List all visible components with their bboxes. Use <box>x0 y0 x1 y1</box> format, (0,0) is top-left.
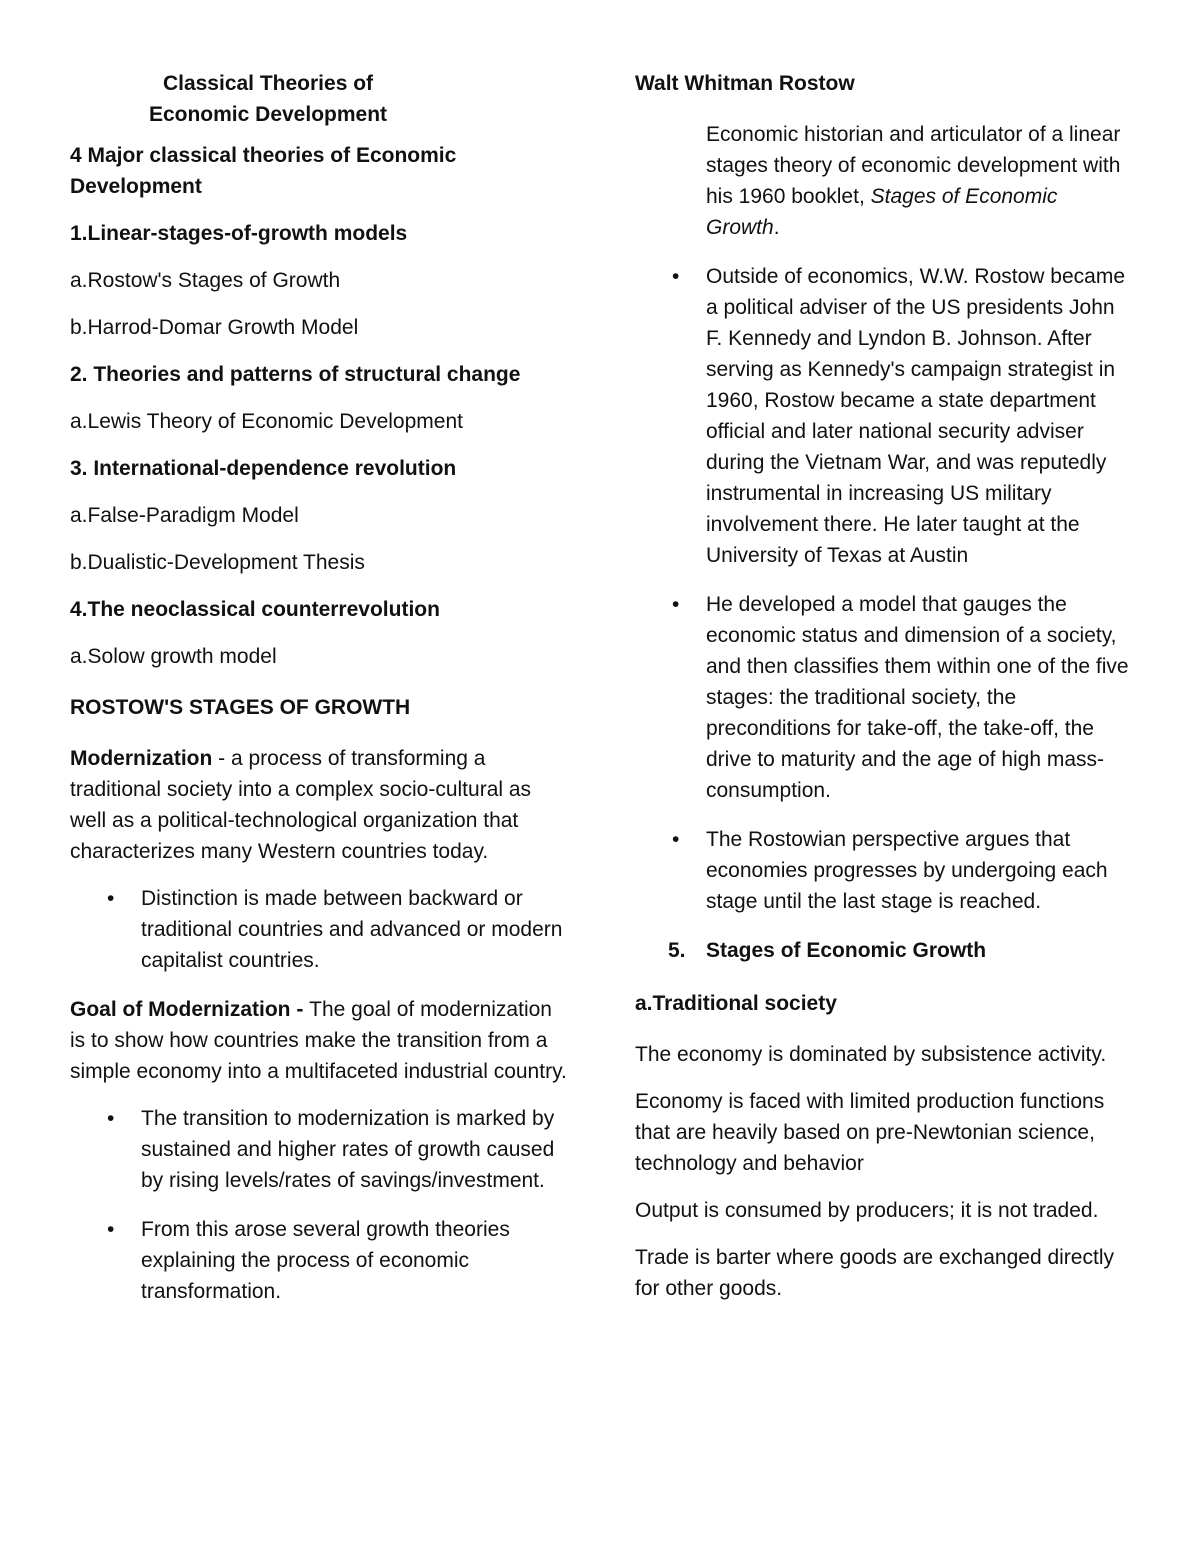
bullet-icon: • <box>672 265 680 288</box>
section-2-item-a: a.Lewis Theory of Economic Development <box>70 410 463 433</box>
section-1-item-a: a.Rostow's Stages of Growth <box>70 269 341 292</box>
bullet-text: Outside of economics, W.W. Rostow became a political adviser of the US presidents John F. Kennedy and Lyndon B. Johnson. After serving as Kennedy's campaign strategist in 1960, Rostow became a state department official and later national security adviser during the Vietnam War, and was reputedly instrumental in increasing US military involvement there. He later taught at the University of Texas at Austin <box>706 265 1125 567</box>
modernization-definition: - a process of transforming a traditional society into a complex socio-cultural as well as a political-technological organization that characterizes many Western countries today. <box>70 747 532 863</box>
section-3-item-b: b.Dualistic-Development Thesis <box>70 551 365 574</box>
list-item <box>70 1103 570 1196</box>
rostow-intro-paragraph <box>635 119 1135 243</box>
modernization-paragraph <box>70 743 570 867</box>
list-item <box>635 261 1135 571</box>
list-item <box>635 824 1135 917</box>
book-title: Stages of Economic Growth <box>706 185 1058 239</box>
list-item <box>635 589 1135 806</box>
list-item <box>70 883 570 976</box>
traditional-paragraph-4: Trade is barter where goods are exchanged directly for other goods. <box>635 1246 1114 1300</box>
stages-heading <box>635 935 1135 966</box>
intro-heading: 4 Major classical theories of Economic Development <box>70 144 457 198</box>
goal-term: Goal of Modernization - <box>70 998 310 1021</box>
title-line-1: Classical Theories of <box>162 72 374 95</box>
stages-heading-text: Stages of Economic Growth <box>706 939 987 962</box>
section-4-item-a: a.Solow growth model <box>70 645 277 668</box>
bullet-text: He developed a model that gauges the economic status and dimension of a society, and then classifies them within one of the five stages: the traditional society, the preconditions for take-off, the take-off, the drive to maturity and the age of high mass- consumption. <box>706 593 1129 802</box>
list-item <box>70 1214 570 1307</box>
goal-bullet-list <box>70 1103 570 1307</box>
left-column <box>70 68 570 1325</box>
right-column <box>635 68 1135 1320</box>
section-3-item-a: a.False-Paradigm Model <box>70 504 299 527</box>
section-3-heading: 3. International-dependence revolution <box>70 457 457 480</box>
document-title <box>70 68 466 130</box>
traditional-paragraph-3: Output is consumed by producers; it is not traded. <box>635 1199 1099 1222</box>
intro-text: Economic historian and articulator of a linear stages theory of economic development with his 1960 booklet, <box>706 123 1121 208</box>
section-2-heading: 2. Theories and patterns of structural change <box>70 363 521 386</box>
rostow-bio-heading: Walt Whitman Rostow <box>635 72 855 95</box>
intro-end: . <box>773 216 780 239</box>
section-4-heading: 4.The neoclassical counterrevolution <box>70 598 440 621</box>
bullet-icon: • <box>672 593 680 616</box>
title-line-2: Economic Development <box>148 103 388 126</box>
rostow-bullet-list <box>635 261 1135 917</box>
bullet-text: From this arose several growth theories explaining the process of economic transformation. <box>141 1218 510 1303</box>
bullet-icon: • <box>672 828 680 851</box>
bullet-icon: • <box>107 1218 115 1241</box>
bullet-icon: • <box>107 1107 115 1130</box>
bullet-text: The transition to modernization is marked by sustained and higher rates of growth caused by rising levels/rates of savings/investment. <box>141 1107 555 1192</box>
traditional-paragraph-1: The economy is dominated by subsistence activity. <box>635 1043 1107 1066</box>
bullet-text: Distinction is made between backward or traditional countries and advanced or modern capitalist countries. <box>141 887 563 972</box>
modernization-term: Modernization <box>70 747 213 770</box>
stages-number: 5. <box>668 939 686 962</box>
modernization-bullet-list <box>70 883 570 976</box>
section-1-heading: 1.Linear-stages-of-growth models <box>70 222 408 245</box>
bullet-icon: • <box>107 887 115 910</box>
goal-definition: The goal of modernization is to show how countries make the transition from a simple economy into a multifaceted industrial country. <box>70 998 567 1083</box>
traditional-paragraph-2: Economy is faced with limited production functions that are heavily based on pre-Newtonian science, technology and behavior <box>635 1090 1105 1175</box>
traditional-society-heading: a.Traditional society <box>635 992 837 1015</box>
goal-paragraph <box>70 994 570 1087</box>
bullet-text: The Rostowian perspective argues that economies progresses by undergoing each stage until the last stage is reached. <box>706 828 1108 913</box>
section-1-item-b: b.Harrod-Domar Growth Model <box>70 316 359 339</box>
rostow-heading: ROSTOW'S STAGES OF GROWTH <box>70 696 411 719</box>
